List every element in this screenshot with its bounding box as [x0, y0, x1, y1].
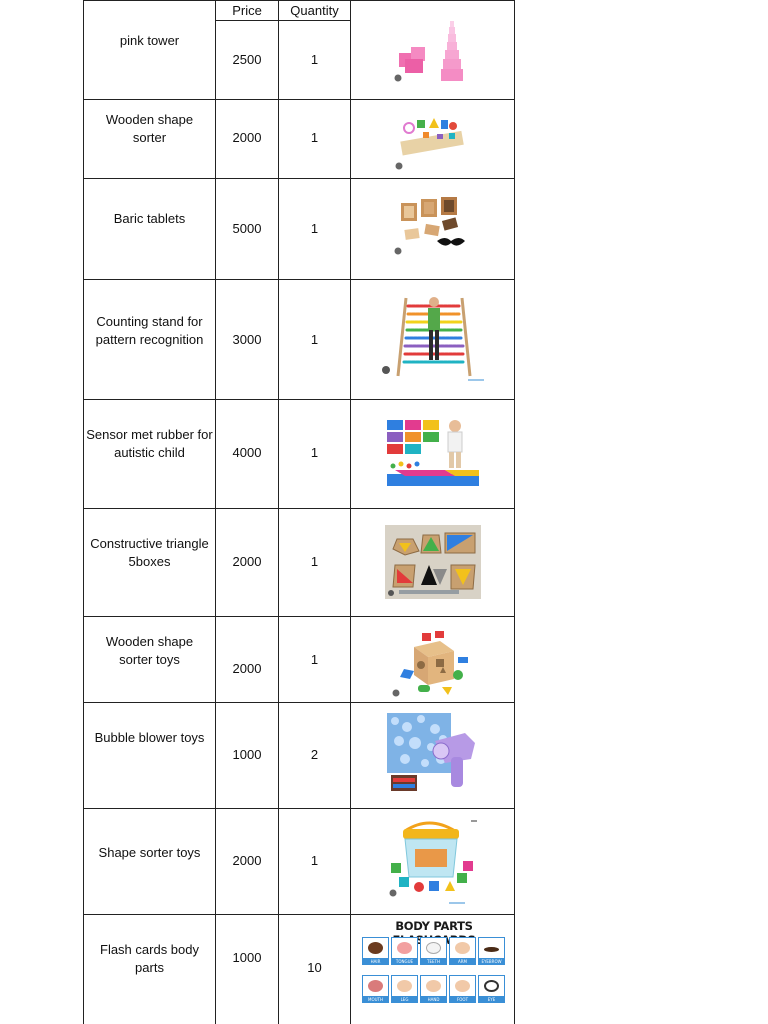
wooden-shape-sorter-image [393, 108, 473, 172]
flashcard: HAIR [362, 937, 389, 965]
quantity-cell [278, 179, 350, 280]
flashcard: LEG [391, 975, 418, 1003]
price-cell [215, 703, 278, 809]
flashcard: TEETH [420, 937, 447, 965]
table-row [83, 0, 515, 100]
price-header-label: Price [232, 3, 262, 18]
price-value: 2000 [232, 130, 262, 145]
image-cell [350, 617, 515, 703]
item-name: Sensor met rubber for autistic child [86, 427, 213, 460]
item-cell [83, 617, 215, 703]
quantity-cell [278, 280, 350, 400]
table-row [83, 703, 515, 809]
item-cell [83, 179, 215, 280]
table-row [83, 617, 515, 703]
item-name: Bubble blower toys [94, 730, 205, 745]
quantity-cell [278, 400, 350, 509]
quantity-cell [278, 703, 350, 809]
quantity-value: 1 [310, 332, 319, 347]
quantity-cell [278, 100, 350, 179]
price-value: 1000 [232, 747, 262, 762]
price-header [216, 1, 278, 21]
item-name: Wooden shape sorter [105, 112, 194, 145]
price-cell [215, 809, 278, 915]
price-value: 2000 [232, 853, 262, 868]
quantity-value: 2 [310, 747, 319, 762]
table-row [83, 280, 515, 400]
price-cell [215, 617, 278, 703]
flashcard: HAND [420, 975, 447, 1003]
table-row [83, 809, 515, 915]
price-cell [215, 400, 278, 509]
image-cell [350, 100, 515, 179]
image-cell [350, 809, 515, 915]
item-cell [83, 1, 215, 100]
price-cell [215, 1, 278, 100]
item-cell [83, 809, 215, 915]
price-value: 2000 [232, 554, 262, 569]
item-name: Constructive triangle 5boxes [90, 536, 209, 569]
baric-tablets-image [393, 189, 473, 259]
price-value: 1000 [232, 950, 262, 965]
image-cell [350, 400, 515, 509]
price-cell [215, 179, 278, 280]
sensory-mat-image [385, 418, 481, 490]
price-cell [215, 100, 278, 179]
quantity-value: 1 [310, 445, 319, 460]
price-cell [215, 509, 278, 617]
flashcard: ARM [449, 937, 476, 965]
abacus-image [378, 294, 488, 384]
quantity-value: 1 [310, 853, 319, 868]
quantity-cell [278, 617, 350, 703]
item-name: Baric tablets [113, 211, 186, 226]
flashcard: EYEBROW [478, 937, 505, 965]
price-cell [215, 915, 278, 1024]
pink-tower-image [393, 15, 473, 85]
item-cell [83, 280, 215, 400]
table-row [83, 400, 515, 509]
item-name: Wooden shape sorter toys [105, 634, 194, 667]
price-value: 2000 [232, 661, 262, 676]
quantity-value: 1 [310, 652, 319, 667]
item-cell [83, 509, 215, 617]
quantity-value: 1 [310, 130, 319, 145]
quantity-value: 10 [307, 960, 322, 975]
flashcard: TONGUE [391, 937, 418, 965]
item-name: Flash cards body parts [100, 942, 199, 975]
shape-bucket-image [385, 817, 481, 907]
quantity-cell [278, 809, 350, 915]
price-cell [215, 280, 278, 400]
table-row [83, 179, 515, 280]
price-value: 2500 [232, 52, 262, 67]
image-cell [350, 915, 515, 1024]
item-cell [83, 100, 215, 179]
flashcard: FOOT [449, 975, 476, 1003]
flashcards-image [359, 915, 509, 1015]
item-cell [83, 915, 215, 1024]
image-cell [350, 280, 515, 400]
table-row [83, 915, 515, 1024]
quantity-value: 1 [310, 554, 319, 569]
item-cell [83, 703, 215, 809]
flashcards-title: BODY PARTS [395, 919, 473, 933]
constructive-triangles-image [385, 525, 481, 599]
shape-cube-image [388, 627, 478, 699]
bubble-gun-image [385, 711, 481, 801]
item-cell [83, 400, 215, 509]
quantity-cell [278, 915, 350, 1024]
item-name: Counting stand for pattern recognition [95, 314, 204, 347]
price-value: 3000 [232, 332, 262, 347]
quantity-cell [278, 1, 350, 100]
quantity-value: 1 [310, 52, 319, 67]
item-name: Shape sorter toys [98, 845, 201, 860]
quantity-value: 1 [310, 221, 319, 236]
image-cell [350, 703, 515, 809]
quantity-header [279, 1, 350, 21]
price-value: 5000 [232, 221, 262, 236]
image-cell [350, 1, 515, 100]
image-cell [350, 509, 515, 617]
table-row [83, 509, 515, 617]
flashcard: EYE [478, 975, 505, 1003]
quantity-header-label: Quantity [290, 3, 339, 18]
price-value: 4000 [232, 445, 262, 460]
flashcard: MOUTH [362, 975, 389, 1003]
item-name: pink tower [119, 33, 180, 48]
image-cell [350, 179, 515, 280]
quantity-cell [278, 509, 350, 617]
table-row [83, 100, 515, 179]
